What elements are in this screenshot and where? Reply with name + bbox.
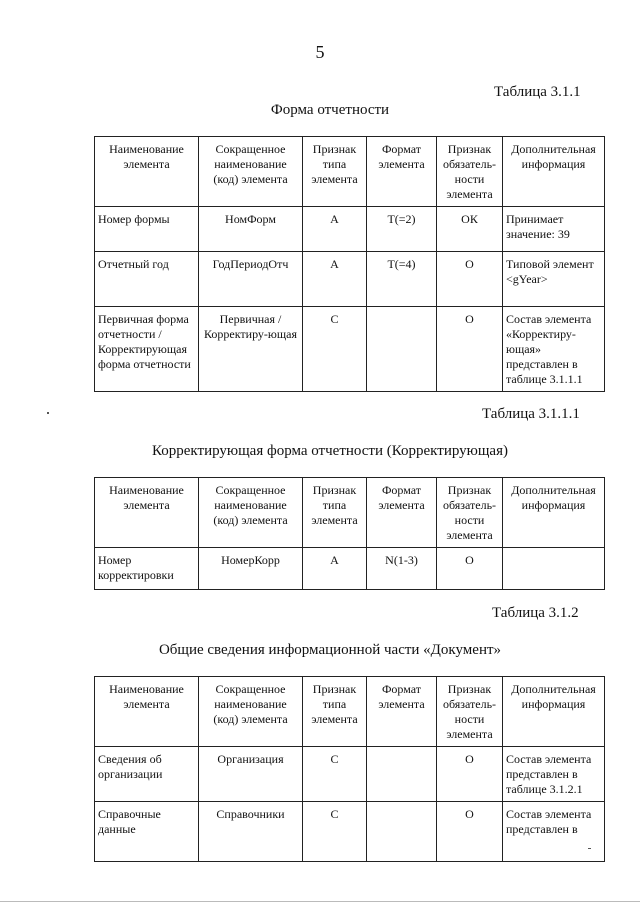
table-reporting-form xyxy=(94,136,605,392)
table-title-1: Форма отчетности xyxy=(270,102,390,118)
cell-name: Справочные данные xyxy=(95,802,199,862)
header-row xyxy=(95,677,605,747)
header-cell: Формат элемента xyxy=(367,478,437,548)
table-label-3: Таблица 3.1.2 xyxy=(492,605,579,621)
header-cell: Дополнительная информация xyxy=(503,137,605,207)
cell-info: Типовой элемент <gYear> xyxy=(503,252,605,307)
cell-required: О xyxy=(437,252,503,307)
header-row xyxy=(95,478,605,548)
scan-speck xyxy=(588,848,591,849)
table-row xyxy=(95,307,605,392)
cell-info: Принимает значение: 39 xyxy=(503,207,605,252)
cell-info: Состав элемента представлен в xyxy=(503,802,605,862)
header-cell: Наименование элемента xyxy=(95,677,199,747)
table-document-info xyxy=(94,676,605,862)
table-title-2: Корректирующая форма отчетности (Корректирующая) xyxy=(152,443,508,459)
table-label-2: Таблица 3.1.1.1 xyxy=(482,406,580,422)
header-cell: Наименование элемента xyxy=(95,478,199,548)
header-cell: Сокращенное наименование (код) элемента xyxy=(199,478,303,548)
header-row xyxy=(95,137,605,207)
header-cell: Дополнительная информация xyxy=(503,677,605,747)
cell-code: НомФорм xyxy=(199,207,303,252)
cell-type: А xyxy=(303,548,367,590)
cell-name: Сведения об организации xyxy=(95,747,199,802)
header-cell: Формат элемента xyxy=(367,137,437,207)
header-cell: Признак типа элемента xyxy=(303,478,367,548)
table-correction-form xyxy=(94,477,605,590)
table-label-1: Таблица 3.1.1 xyxy=(494,84,581,100)
scan-speck xyxy=(47,412,49,414)
table-title-3: Общие сведения информационной части «Документ» xyxy=(158,642,502,658)
cell-required: О xyxy=(437,307,503,392)
cell-info: Состав элемента «Корректиру-ющая» представлен в таблице 3.1.1.1 xyxy=(503,307,605,392)
cell-info xyxy=(503,548,605,590)
header-cell: Дополнительная информация xyxy=(503,478,605,548)
cell-type: С xyxy=(303,802,367,862)
cell-type: А xyxy=(303,207,367,252)
cell-required: О xyxy=(437,747,503,802)
page-number: 5 xyxy=(315,42,325,62)
cell-name: Первичная форма отчетности / Корректирующая форма отчетности xyxy=(95,307,199,392)
cell-format: Т(=4) xyxy=(367,252,437,307)
cell-info: Состав элемента представлен в таблице 3.1.2.1 xyxy=(503,747,605,802)
cell-name: Номер корректировки xyxy=(95,548,199,590)
scan-edge-line xyxy=(0,901,640,902)
cell-format: Т(=2) xyxy=(367,207,437,252)
table-row xyxy=(95,747,605,802)
header-cell: Признак типа элемента xyxy=(303,137,367,207)
cell-code: Организация xyxy=(199,747,303,802)
cell-code: НомерКорр xyxy=(199,548,303,590)
cell-name: Отчетный год xyxy=(95,252,199,307)
cell-type: С xyxy=(303,747,367,802)
cell-format xyxy=(367,802,437,862)
table-row xyxy=(95,548,605,590)
header-cell: Признак обязатель-ности элемента xyxy=(437,137,503,207)
header-cell: Признак обязатель-ности элемента xyxy=(437,677,503,747)
cell-type: А xyxy=(303,252,367,307)
cell-required: О xyxy=(437,802,503,862)
header-cell: Сокращенное наименование (код) элемента xyxy=(199,677,303,747)
cell-code: Справочники xyxy=(199,802,303,862)
cell-code: ГодПериодОтч xyxy=(199,252,303,307)
cell-format xyxy=(367,747,437,802)
header-cell: Признак обязатель-ности элемента xyxy=(437,478,503,548)
table-row xyxy=(95,802,605,862)
cell-name: Номер формы xyxy=(95,207,199,252)
header-cell: Наименование элемента xyxy=(95,137,199,207)
table-row xyxy=(95,252,605,307)
header-cell: Признак типа элемента xyxy=(303,677,367,747)
header-cell: Формат элемента xyxy=(367,677,437,747)
cell-required: ОК xyxy=(437,207,503,252)
cell-required: О xyxy=(437,548,503,590)
cell-type: С xyxy=(303,307,367,392)
table-row xyxy=(95,207,605,252)
cell-format xyxy=(367,307,437,392)
cell-code: Первичная / Корректиру-ющая xyxy=(199,307,303,392)
header-cell: Сокращенное наименование (код) элемента xyxy=(199,137,303,207)
cell-format: N(1-3) xyxy=(367,548,437,590)
